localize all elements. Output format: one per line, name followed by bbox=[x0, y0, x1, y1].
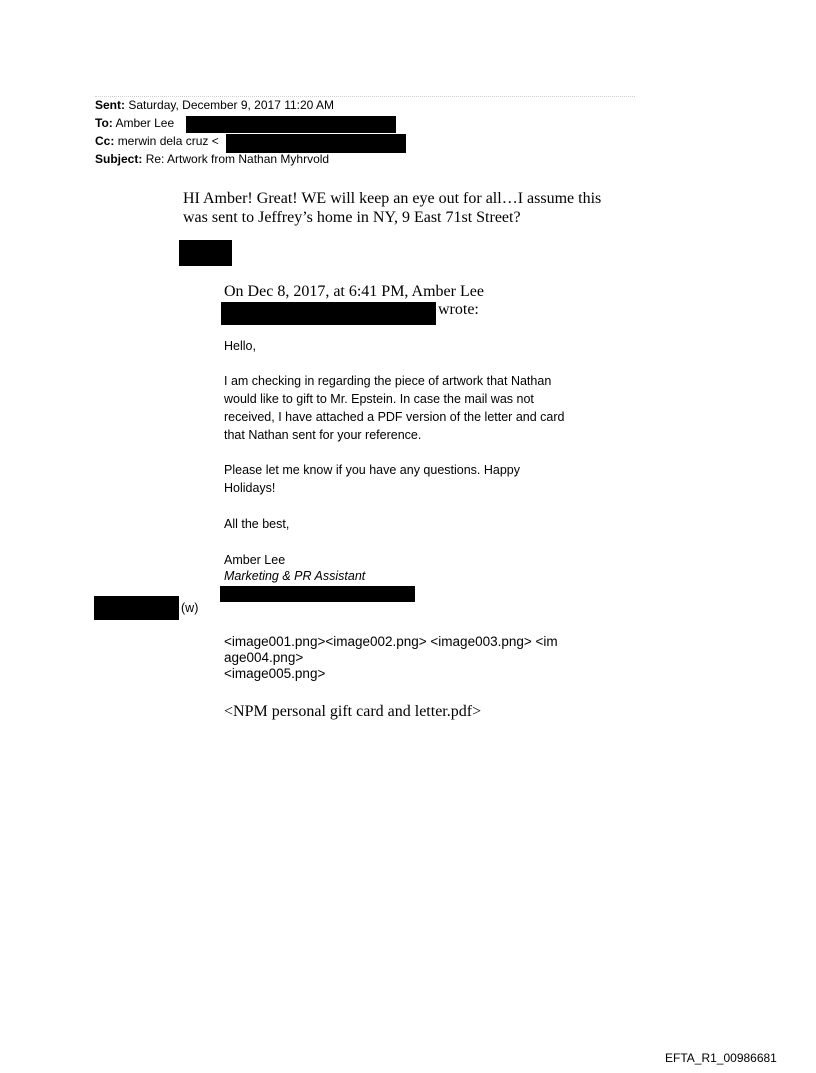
subject-value: Re: Artwork from Nathan Myhrvold bbox=[145, 152, 330, 166]
sent-line bbox=[95, 97, 334, 114]
attachment-line-3: <image005.png> bbox=[224, 666, 326, 681]
pdf-attachment: <NPM personal gift card and letter.pdf> bbox=[224, 703, 482, 720]
to-value: Amber Lee bbox=[115, 116, 175, 130]
sent-value: Saturday, December 9, 2017 11:20 AM bbox=[128, 98, 335, 112]
quoted-para1-line3: received, I have attached a PDF version of the letter and card bbox=[224, 410, 565, 424]
cc-line bbox=[95, 133, 219, 150]
signature-name: Amber Lee bbox=[224, 553, 286, 567]
attachment-line-1: <image001.png><image002.png> <image003.png> <im bbox=[224, 634, 558, 649]
reply-line-2: was sent to Jeffrey’s home in NY, 9 East 71st Street? bbox=[183, 209, 521, 226]
redaction-sender-signature bbox=[179, 240, 232, 266]
quoted-wrote: wrote: bbox=[438, 301, 479, 318]
to-label: To: bbox=[95, 116, 113, 130]
document-id: EFTA_R1_00986681 bbox=[665, 1051, 777, 1065]
redaction-quoted-email bbox=[221, 302, 436, 325]
redaction-signature-address bbox=[220, 586, 415, 602]
sent-label: Sent: bbox=[95, 98, 125, 112]
signature-title: Marketing & PR Assistant bbox=[224, 569, 366, 583]
reply-line-1: HI Amber! Great! WE will keep an eye out for all…I assume this bbox=[183, 190, 602, 207]
quoted-para2-line1: Please let me know if you have any questions. Happy bbox=[224, 463, 521, 477]
quoted-intro-line: On Dec 8, 2017, at 6:41 PM, Amber Lee bbox=[224, 283, 484, 300]
redaction-to-email bbox=[186, 116, 396, 133]
quoted-para1-line4: that Nathan sent for your reference. bbox=[224, 428, 422, 442]
cc-label: Cc: bbox=[95, 134, 115, 148]
quoted-closing: All the best, bbox=[224, 517, 290, 531]
redaction-phone-number bbox=[94, 596, 179, 620]
quoted-para1-line1: I am checking in regarding the piece of artwork that Nathan bbox=[224, 374, 552, 388]
phone-suffix: (w) bbox=[181, 601, 199, 615]
subject-line bbox=[95, 151, 329, 168]
attachment-line-2: age004.png> bbox=[224, 650, 304, 665]
subject-label: Subject: bbox=[95, 152, 143, 166]
to-line bbox=[95, 115, 174, 132]
quoted-para1-line2: would like to gift to Mr. Epstein. In case the mail was not bbox=[224, 392, 534, 406]
cc-value: merwin dela cruz < bbox=[117, 134, 219, 148]
quoted-para2-line2: Holidays! bbox=[224, 481, 276, 495]
quoted-greeting: Hello, bbox=[224, 339, 256, 353]
